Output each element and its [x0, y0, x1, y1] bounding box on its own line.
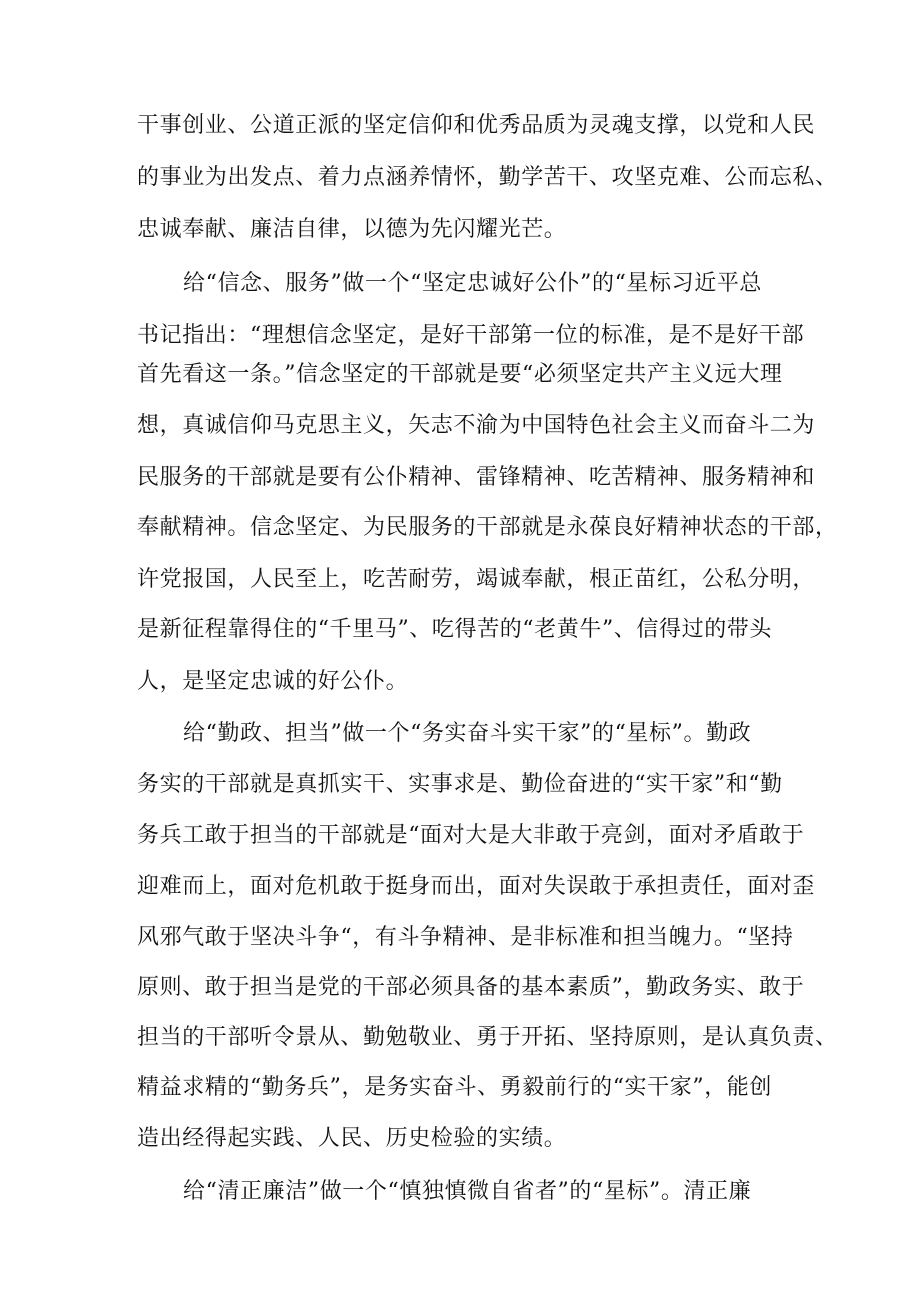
paragraph-first-line: 给“清正廉洁”做一个“慎独慎微自省者”的“星标”。清正廉: [183, 1179, 752, 1204]
text-line: 迎难而上，面对危机敢于挺身而出，面对失误敢于承担责任，面对歪: [137, 874, 816, 899]
text-line: 忠诚奉献、廉洁自律，以德为先闪耀光芒。: [137, 217, 567, 242]
text-line: 务兵工敢于担当的干部就是“面对大是大非敢于亮剑，面对矛盾敢于: [137, 823, 805, 848]
text-line: 是新征程靠得住的“千里马”、吃得苦的“老黄牛”、信得过的带头: [137, 617, 772, 642]
paragraph-first-line: 给“勤政、担当”做一个“务实奋斗实干家”的“星标”。勤政: [183, 721, 752, 746]
text-line: 原则、敢于担当是党的干部必须具备的基本素质”，勤政务实、敢于: [137, 975, 805, 1000]
paragraph-first-line: 给“信念、服务”做一个“坚定忠诚好公仆”的“星标习近平总: [183, 271, 763, 296]
text-line: 干事创业、公道正派的坚定信仰和优秀品质为灵魂支撑，以党和人民: [137, 113, 816, 138]
text-line: 许党报国，人民至上，吃苦耐劳，竭诚奉献，根正苗红，公私分明，: [137, 567, 816, 592]
text-line: 民服务的干部就是要有公仆精神、雷锋精神、吃苦精神、服务精神和: [137, 465, 816, 490]
text-line: 首先看这一条。”信念坚定的干部就是要“必须坚定共产主义远大理: [137, 362, 783, 387]
text-line: 精益求精的“勤务兵”，是务实奋斗、勇毅前行的“实干家”，能创: [137, 1075, 772, 1100]
text-line: 人，是坚定忠诚的好公仆。: [137, 669, 409, 694]
text-line: 务实的干部就是真抓实干、实事求是、勤俭奋进的“实干家”和“勤: [137, 772, 783, 797]
text-line: 担当的干部听令景从、勤勉敬业、勇于开拓、坚持原则，是认真负责、: [137, 1025, 838, 1050]
text-line: 的事业为出发点、着力点涵养情怀，勤学苦干、攻坚克难、公而忘私、: [137, 165, 838, 190]
text-line: 造出经得起实践、人民、历史检验的实绩。: [137, 1126, 567, 1151]
text-line: 想，真诚信仰马克思主义，矢志不渝为中国特色社会主义而奋斗二为: [137, 413, 816, 438]
text-line: 奉献精神。信念坚定、为民服务的干部就是永葆良好精神状态的干部，: [137, 515, 838, 540]
text-line: 风邪气敢于坚决斗争“，有斗争精神、是非标准和担当魄力。“坚持: [137, 925, 794, 950]
text-line: 书记指出：“理想信念坚定，是好干部第一位的标准，是不是好干部: [137, 323, 805, 348]
